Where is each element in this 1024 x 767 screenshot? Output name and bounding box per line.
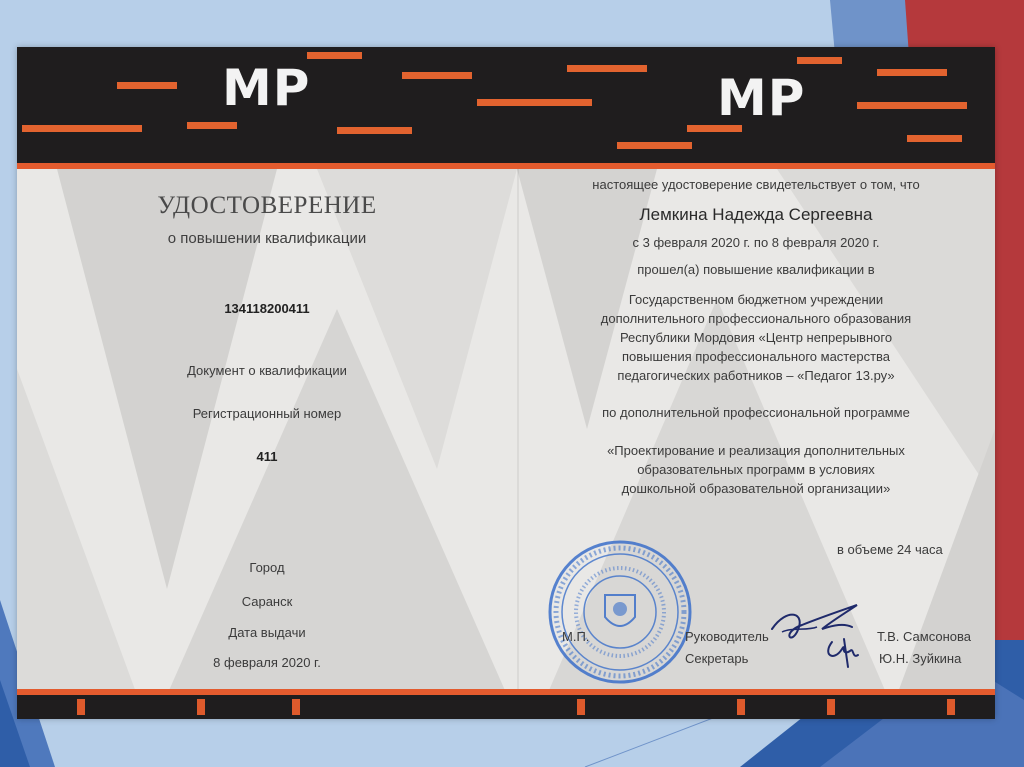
certificate-title: УДОСТОВЕРЕНИЕ bbox=[157, 192, 377, 219]
institution-line: педагогических работников – «Педагог 13.ру» bbox=[617, 368, 895, 383]
course-period: с 3 февраля 2020 г. по 8 февраля 2020 г. bbox=[632, 235, 880, 250]
institution-line: дополнительного профессионального образования bbox=[600, 311, 912, 326]
dash-decoration bbox=[187, 122, 237, 129]
secretary-name: Ю.Н. Зуйкина bbox=[879, 651, 962, 666]
program-label: по дополнительной профессиональной программе bbox=[602, 405, 910, 420]
secretary-label: Секретарь bbox=[685, 651, 749, 666]
document-label: Документ о квалификации bbox=[187, 363, 347, 378]
dash-decoration bbox=[292, 699, 300, 715]
dash-decoration bbox=[857, 102, 967, 109]
logo-left: MP bbox=[222, 59, 311, 117]
issue-date-label: Дата выдачи bbox=[228, 625, 306, 640]
dash-decoration bbox=[827, 699, 835, 715]
institution-line: повышения профессионального мастерства bbox=[621, 349, 891, 364]
city-label: Город bbox=[249, 560, 285, 575]
dash-decoration bbox=[877, 69, 947, 76]
registration-label: Регистрационный номер bbox=[192, 406, 342, 421]
top-band bbox=[17, 47, 995, 169]
dash-decoration bbox=[577, 699, 585, 715]
intro-text: настоящее удостоверение свидетельствует о том, что bbox=[592, 177, 920, 192]
certificate-subtitle: о повышении квалификации bbox=[167, 230, 367, 247]
head-name: Т.В. Самсонова bbox=[877, 629, 971, 644]
official-stamp bbox=[545, 537, 695, 687]
dash-decoration bbox=[477, 99, 592, 106]
orange-stripe bbox=[17, 163, 995, 169]
certificate-number: 134118200411 bbox=[224, 301, 310, 316]
bottom-band bbox=[17, 695, 995, 719]
dash-decoration bbox=[567, 65, 647, 72]
handwritten-signatures bbox=[762, 587, 872, 677]
dash-decoration bbox=[77, 699, 85, 715]
orange-stripe-bottom bbox=[17, 689, 995, 695]
head-label: Руководитель bbox=[685, 629, 769, 644]
registration-number: 411 bbox=[256, 449, 278, 464]
dash-decoration bbox=[797, 57, 842, 64]
dash-decoration bbox=[737, 699, 745, 715]
dash-decoration bbox=[117, 82, 177, 89]
certificate-photo bbox=[17, 47, 995, 719]
city-value: Саранск bbox=[241, 594, 293, 609]
dash-decoration bbox=[337, 127, 412, 134]
program-line: дошкольной образовательной организации» bbox=[621, 481, 891, 496]
dash-decoration bbox=[402, 72, 472, 79]
passed-text: прошел(а) повышение квалификации в bbox=[637, 262, 875, 277]
program-line: «Проектирование и реализация дополнительных bbox=[607, 443, 905, 458]
institution-line: Республики Мордовия «Центр непрерывного bbox=[619, 330, 893, 345]
logo-right: MP bbox=[717, 69, 806, 127]
dash-decoration bbox=[197, 699, 205, 715]
dash-decoration bbox=[907, 135, 962, 142]
dash-decoration bbox=[307, 52, 362, 59]
stamp-place-label: М.П. bbox=[562, 629, 590, 644]
dash-decoration bbox=[947, 699, 955, 715]
recipient-name: Лемкина Надежда Сергеевна bbox=[639, 205, 873, 224]
volume-text: в объеме 24 часа bbox=[837, 542, 943, 557]
program-line: образовательных программ в условиях bbox=[637, 462, 875, 477]
dash-decoration bbox=[617, 142, 692, 149]
institution-line: Государственном бюджетном учреждении bbox=[628, 292, 884, 307]
issue-date: 8 февраля 2020 г. bbox=[213, 655, 321, 670]
dash-decoration bbox=[22, 125, 142, 132]
